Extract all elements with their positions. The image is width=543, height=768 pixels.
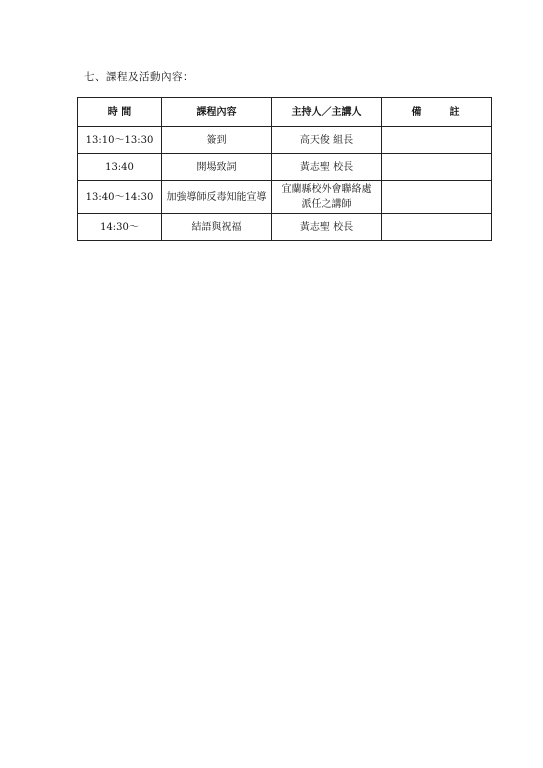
cell-host-line: 宜蘭縣校外會聯絡處 — [281, 184, 372, 195]
header-host: 主持人／主講人 — [272, 98, 382, 127]
cell-time: 13:40 — [78, 154, 162, 181]
cell-content: 開場致詞 — [162, 154, 272, 181]
table-row — [78, 127, 492, 154]
header-content: 課程內容 — [162, 98, 272, 127]
cell-time: 13:10～13:30 — [78, 127, 162, 154]
cell-content: 簽到 — [162, 127, 272, 154]
table-row — [78, 181, 492, 214]
header-time: 時 間 — [78, 98, 162, 127]
cell-host-line: 派任之講師 — [301, 199, 352, 210]
table-header-row — [78, 98, 492, 127]
cell-host — [272, 154, 382, 181]
header-notes: 備註 — [382, 98, 492, 127]
section-title: 七、課程及活動內容： — [84, 71, 194, 83]
cell-notes — [382, 181, 492, 214]
cell-host — [272, 214, 382, 241]
cell-notes — [382, 127, 492, 154]
cell-content: 結語與祝福 — [162, 214, 272, 241]
cell-host — [272, 127, 382, 154]
cell-content: 加強導師反毒知能宣導 — [162, 181, 272, 214]
cell-host-line: 黃志聖 校長 — [299, 221, 354, 233]
cell-host-line: 高天俊 組長 — [299, 134, 354, 146]
schedule-table — [77, 97, 492, 241]
cell-time: 14:30～ — [78, 214, 162, 241]
cell-host-line: 黃志聖 校長 — [299, 161, 354, 173]
cell-notes — [382, 214, 492, 241]
cell-notes — [382, 154, 492, 181]
table-row — [78, 154, 492, 181]
cell-time: 13:40～14:30 — [78, 181, 162, 214]
table-row — [78, 214, 492, 241]
cell-host — [272, 181, 382, 214]
